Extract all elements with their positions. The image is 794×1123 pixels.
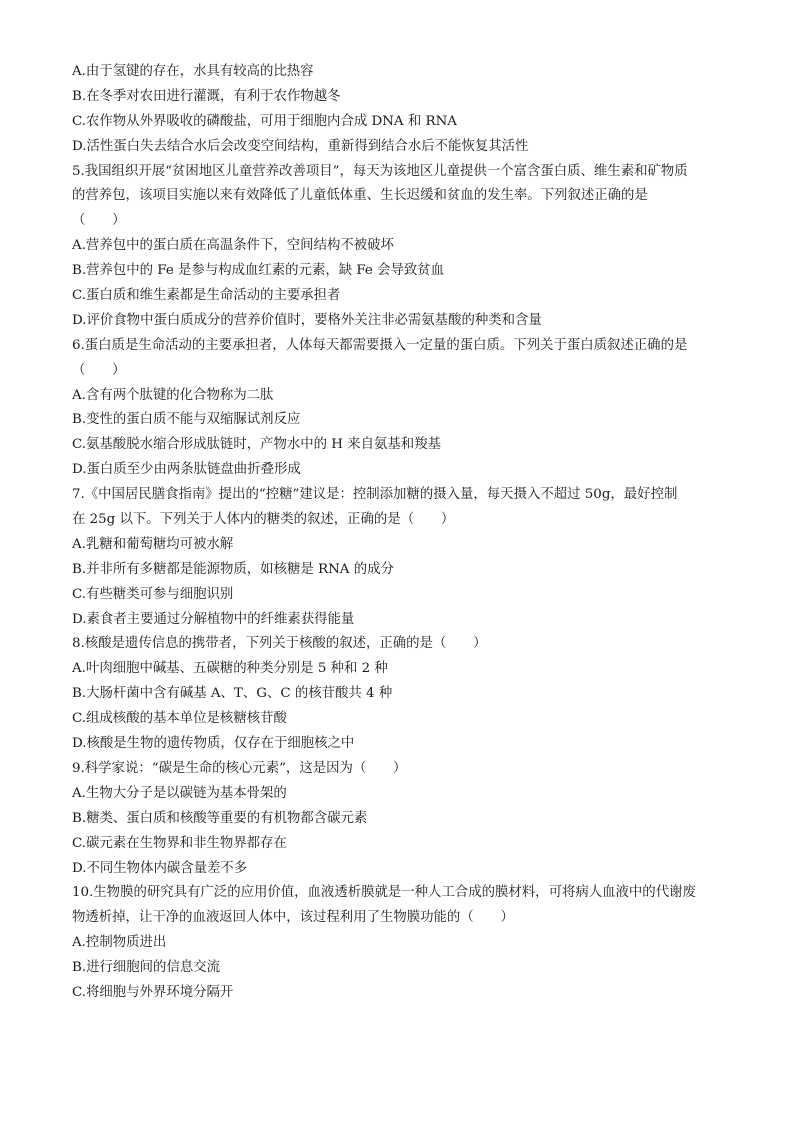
option-text: D.素食者主要通过分解植物中的纤维素获得能量 bbox=[72, 611, 355, 627]
option-text: C.氨基酸脱水缩合形成肽链时，产物水中的 H 来自氨基和羧基 bbox=[72, 437, 441, 453]
option-text: C.组成核酸的基本单位是核糖核苷酸 bbox=[72, 711, 287, 727]
question-stem: 6.蛋白质是生命活动的主要承担者，人体每天都需要摄入一定量的蛋白质。下列关于蛋白质叙述正确的是 bbox=[72, 337, 688, 353]
option-text: A.乳糖和葡萄糖均可被水解 bbox=[72, 536, 234, 552]
option-text: A.含有两个肽键的化合物称为二肽 bbox=[72, 387, 274, 403]
option-text: C.将细胞与外界环境分隔开 bbox=[72, 984, 234, 1000]
option-text: B.糖类、蛋白质和核酸等重要的有机物都含碳元素 bbox=[72, 810, 368, 826]
question-stem: 7.《中国居民膳食指南》提出的“控糖”建议是：控制添加糖的摄入量，每天摄入不超过 50g，最好控制 bbox=[72, 487, 678, 503]
option-text: A.由于氢键的存在，水具有较高的比热容 bbox=[72, 64, 314, 79]
answer-blank: （ ） bbox=[72, 213, 126, 229]
question-stem: 在 25g 以下。下列关于人体内的糖类的叙述，正确的是（ ） bbox=[72, 512, 455, 528]
option-text: B.大肠杆菌中含有碱基 A、T、G、C 的核苷酸共 4 种 bbox=[72, 686, 393, 702]
option-text: B.在冬季对农田进行灌溉，有利于农作物越冬 bbox=[72, 88, 341, 104]
option-text: B.变性的蛋白质不能与双缩脲试剂反应 bbox=[72, 412, 301, 428]
document-page bbox=[72, 60, 732, 1006]
option-text: A.生物大分子是以碳链为基本骨架的 bbox=[72, 785, 287, 801]
question-stem: 的营养包，该项目实施以来有效降低了儿童低体重、生长迟缓和贫血的发生率。下列叙述正确的是 bbox=[72, 188, 648, 204]
question-stem: 10.生物膜的研究具有广泛的应用价值，血液透析膜就是一种人工合成的膜材料，可将病人血液中的代谢废 bbox=[72, 885, 696, 901]
option-text: D.活性蛋白失去结合水后会改变空间结构，重新得到结合水后不能恢复其活性 bbox=[72, 138, 529, 154]
option-text: B.进行细胞间的信息交流 bbox=[72, 960, 221, 976]
option-text: D.评价食物中蛋白质成分的营养价值时，要格外关注非必需氨基酸的种类和含量 bbox=[72, 312, 542, 328]
option-text: C.有些糖类可参与细胞识别 bbox=[72, 586, 234, 602]
question-stem: 5.我国组织开展“贫困地区儿童营养改善项目”，每天为该地区儿童提供一个富含蛋白质、维生素和矿物质 bbox=[72, 163, 688, 179]
option-text: D.蛋白质至少由两条肽链盘曲折叠形成 bbox=[72, 462, 301, 478]
option-text: D.核酸是生物的遗传物质，仅存在于细胞核之中 bbox=[72, 736, 355, 752]
option-text: C.蛋白质和维生素都是生命活动的主要承担者 bbox=[72, 288, 341, 304]
option-text: B.营养包中的 Fe 是参与构成血红素的元素，缺 Fe 会导致贫血 bbox=[72, 263, 445, 279]
question-stem: 物透析掉，让干净的血液返回人体中，该过程利用了生物膜功能的（ ） bbox=[72, 910, 514, 926]
option-text: C.碳元素在生物界和非生物界都存在 bbox=[72, 835, 287, 851]
option-text: A.营养包中的蛋白质在高温条件下，空间结构不被破坏 bbox=[72, 238, 394, 254]
option-text: C.农作物从外界吸收的磷酸盐，可用于细胞内合成 DNA 和 RNA bbox=[72, 113, 457, 129]
option-text: A.控制物质进出 bbox=[72, 935, 167, 951]
question-stem: 8.核酸是遗传信息的携带者，下列关于核酸的叙述，正确的是（ ） bbox=[72, 636, 487, 652]
option-text: D.不同生物体内碳含量差不多 bbox=[72, 860, 248, 876]
answer-blank: （ ） bbox=[72, 362, 126, 378]
option-text: B.并非所有多糖都是能源物质，如核糖是 RNA 的成分 bbox=[72, 561, 394, 577]
question-stem: 9.科学家说：“碳是生命的核心元素”，这是因为（ ） bbox=[72, 760, 407, 776]
option-text: A.叶肉细胞中碱基、五碳糖的种类分别是 5 种和 2 种 bbox=[72, 661, 388, 677]
